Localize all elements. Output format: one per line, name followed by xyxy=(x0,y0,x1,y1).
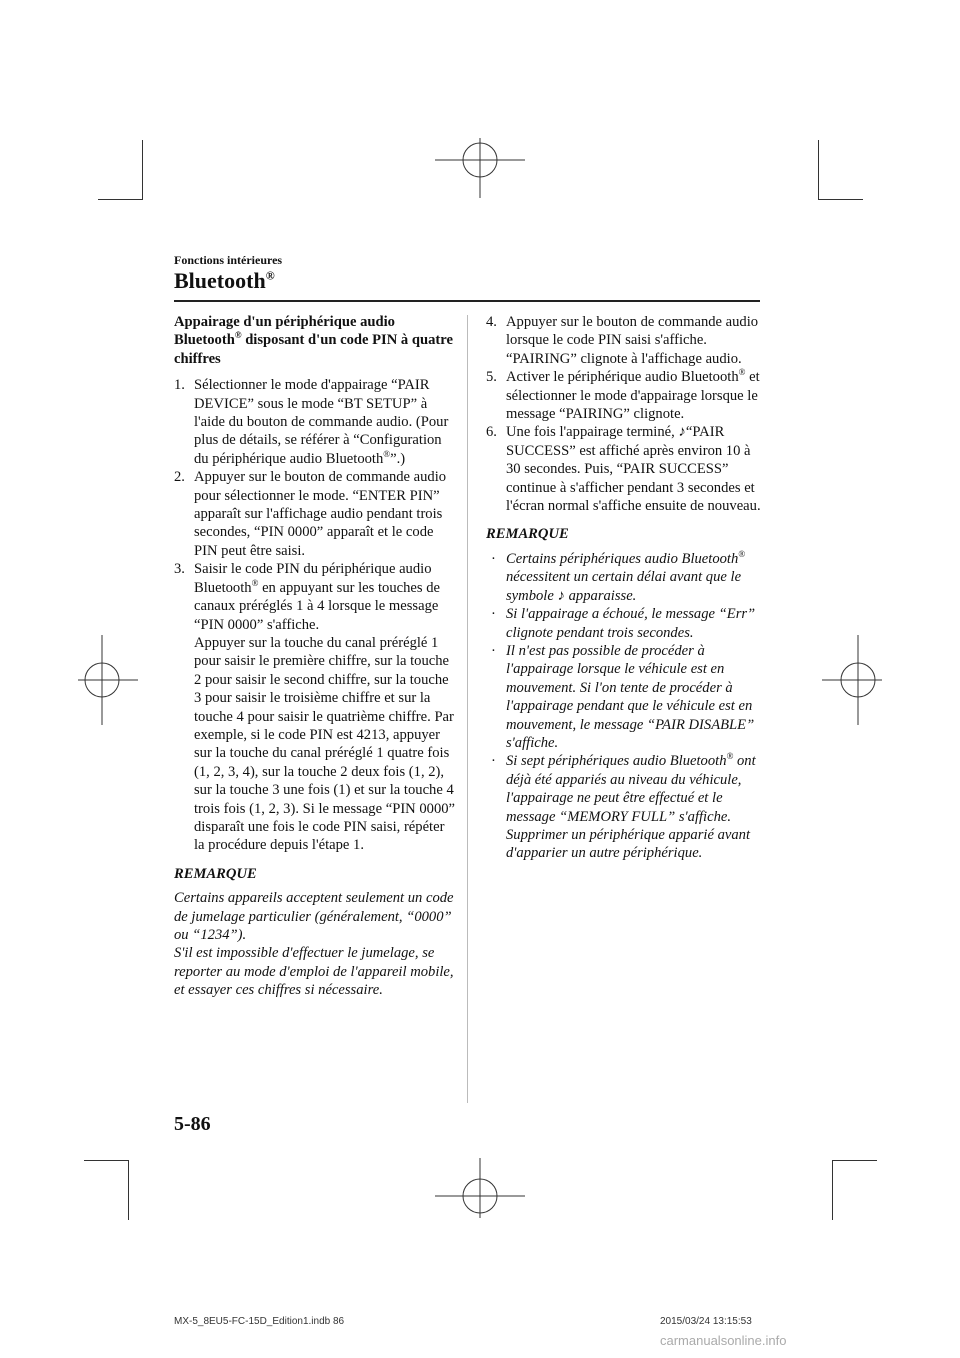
column-divider xyxy=(467,315,468,1103)
bullet-icon: · xyxy=(491,606,496,623)
watermark: carmanualsonline.info xyxy=(660,1333,787,1348)
footer-filename: MX-5_8EU5-FC-15D_Edition1.indb 86 xyxy=(174,1316,345,1327)
title-rule xyxy=(174,300,760,302)
note-bullet: · Certains périphériques audio Bluetooth® nécessitent un certain délai avant que le symbole ♪ apparaisse. xyxy=(491,549,746,604)
music-note-icon: ♪ xyxy=(678,424,686,441)
bullet-icon: · xyxy=(491,753,496,770)
step-3: 3. Saisir le code PIN du périphérique audio Bluetooth® en appuyant sur les touches de canaux préréglés 1 à 4 lorsque le message “PIN 0000” s'affiche. Appuyer sur la touche du canal préréglé 1 pour saisir le première chiffre, sur la touche 2 pour saisir le second chiffre, sur la touche 3 pour saisir le troisième chiffre et sur la touche 4 pour saisir le quatrième chiffre. Par exemple, si le code PIN est 4213, appuyer sur la touche du canal préréglé 1 quatre fois (1, 2, 3, 4), sur la touche 2 deux fois (1, 2), sur la touche 3 une fois (1) et sur la touche 4 trois fois (1, 2, 3). Si le message “PIN 0000” disparaît une fois le code PIN saisi, répéter la procédure depuis l'étape 1. xyxy=(174,561,456,854)
registered-mark: ® xyxy=(265,268,275,283)
right-column xyxy=(486,313,762,863)
left-column xyxy=(174,313,456,1000)
step-2: 2. Appuyer sur le bouton de commande audio pour sélectionner le mode. “ENTER PIN” apparaît sur l'affichage audio pendant trois secondes, “PIN 0000” apparaît et le code PIN peut être saisi. xyxy=(174,469,447,559)
step-5: 5. Activer le périphérique audio Bluetooth® et sélectionner le mode d'appairage lorsque le message “PAIRING” clignote. xyxy=(486,367,760,423)
bullet-icon: · xyxy=(491,642,496,659)
note-bullet: · Si l'appairage a échoué, le message “Err” clignote pendant trois secondes. xyxy=(491,606,756,641)
bullet-icon: · xyxy=(491,550,496,567)
registration-target-icon xyxy=(78,635,138,725)
step-4: 4. Appuyer sur le bouton de commande audio lorsque le code PIN saisi s'affiche. “PAIRING” clignote à l'affichage audio. xyxy=(486,314,759,367)
step-6: 6. Une fois l'appairage terminé, ♪“PAIR SUCCESS” est affiché après environ 10 à 30 secondes. Puis, “PAIR SUCCESS” continue à s'afficher pendant 3 secondes et l'écran normal s'affiche ensuite de nouveau. xyxy=(486,424,761,515)
step-number: 4. xyxy=(486,314,497,330)
music-note-icon: ♪ xyxy=(557,587,565,604)
note-title: REMARQUE xyxy=(174,865,257,882)
step-number: 2. xyxy=(174,469,185,486)
registration-target-icon xyxy=(822,635,882,725)
note-body: Certains appareils acceptent seulement un code de jumelage particulier (généralement, “0000” ou “1234”). S'il est impossible d'effectuer le jumelage, se reporter au mode d'emploi de l'appareil mobile, et essayer ces chiffres si nécessaire. xyxy=(174,890,454,999)
registration-target-icon xyxy=(435,1158,525,1218)
note-bullet: · Si sept périphériques audio Bluetooth® ont déjà été appariés au niveau du véhicule, l'appairage ne peut être effectué et le message “MEMORY FULL” s'affiche. Supprimer un périphérique apparié avant d'apparier un autre périphérique. xyxy=(491,751,756,862)
page-title xyxy=(174,268,275,294)
note-title: REMARQUE xyxy=(486,526,569,543)
note-bullet: · Il n'est pas possible de procéder à l'appairage lorsque le véhicule est en mouvement. Si l'on tente de procéder à l'appairage pendant que le véhicule est en mouvement, le message “PAIR DISABLE” s'affiche. xyxy=(491,642,755,751)
section-heading: Appairage d'un périphérique audio Bluetooth® disposant d'un code PIN à quatre chiffres xyxy=(174,314,453,367)
section-label: Fonctions intérieures xyxy=(174,253,283,267)
footer-timestamp: 2015/03/24 13:15:53 xyxy=(660,1316,752,1327)
step-number: 1. xyxy=(174,377,185,394)
registration-target-icon xyxy=(435,138,525,198)
page-number: 5-86 xyxy=(174,1113,211,1135)
step-number: 3. xyxy=(174,561,185,578)
step-number: 6. xyxy=(486,424,497,441)
page-title-text: Bluetooth xyxy=(174,268,266,293)
step-1: 1. Sélectionner le mode d'appairage “PAIR DEVICE” sous le mode “BT SETUP” à l'aide du bouton de commande audio. (Pour plus de détails, se référer à “Configuration du périphérique audio Bluetooth®”.) xyxy=(174,377,449,467)
step-number: 5. xyxy=(486,369,497,386)
step-3-detail: Appuyer sur la touche du canal préréglé 1 pour saisir le première chiffre, sur la touche 2 pour saisir le second chiffre, sur la touche 3 pour saisir le troisième chiffre et sur la touche 4 pour saisir le quatrième chiffre. Par exemple, si le code PIN est 4213, appuyer sur la touche du canal préréglé 1 quatre fois (1, 2, 3, 4), sur la touche 2 deux fois (1, 2), sur la touche 3 une fois (1) et sur la touche 4 trois fois (1, 2, 3). Si le message “PIN 0000” disparaît une fois le code PIN saisi, répéter la procédure depuis l'étape 1. xyxy=(194,634,456,854)
